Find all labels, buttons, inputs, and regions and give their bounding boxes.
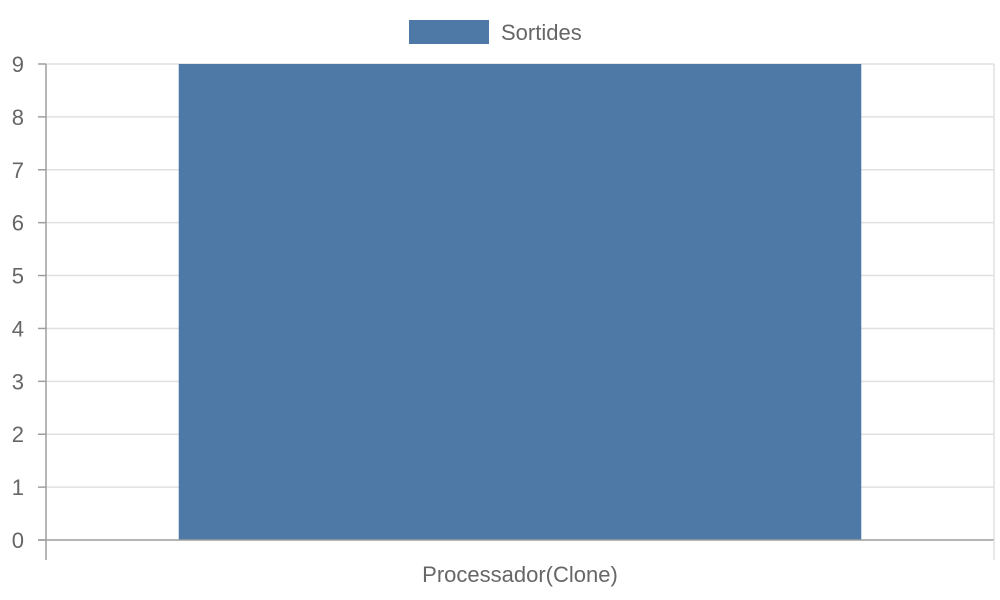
bar[interactable] (179, 64, 862, 540)
y-tick-label: 9 (11, 52, 24, 77)
y-tick-label: 1 (11, 475, 24, 501)
y-tick-label: 0 (11, 528, 24, 553)
y-tick-label: 7 (11, 157, 24, 183)
bars-layer (179, 64, 862, 540)
legend-swatch[interactable] (409, 20, 489, 44)
y-tick-label: 4 (11, 316, 24, 342)
y-tick-label: 3 (11, 369, 24, 395)
legend[interactable] (409, 20, 582, 45)
y-tick-label: 2 (11, 422, 24, 448)
y-tick-label: 6 (11, 210, 24, 236)
y-tick-label: 8 (11, 104, 24, 130)
legend-label[interactable]: Sortides (501, 20, 582, 45)
x-category-label: Processador(Clone) (422, 562, 618, 587)
y-tick-label: 5 (11, 263, 24, 289)
